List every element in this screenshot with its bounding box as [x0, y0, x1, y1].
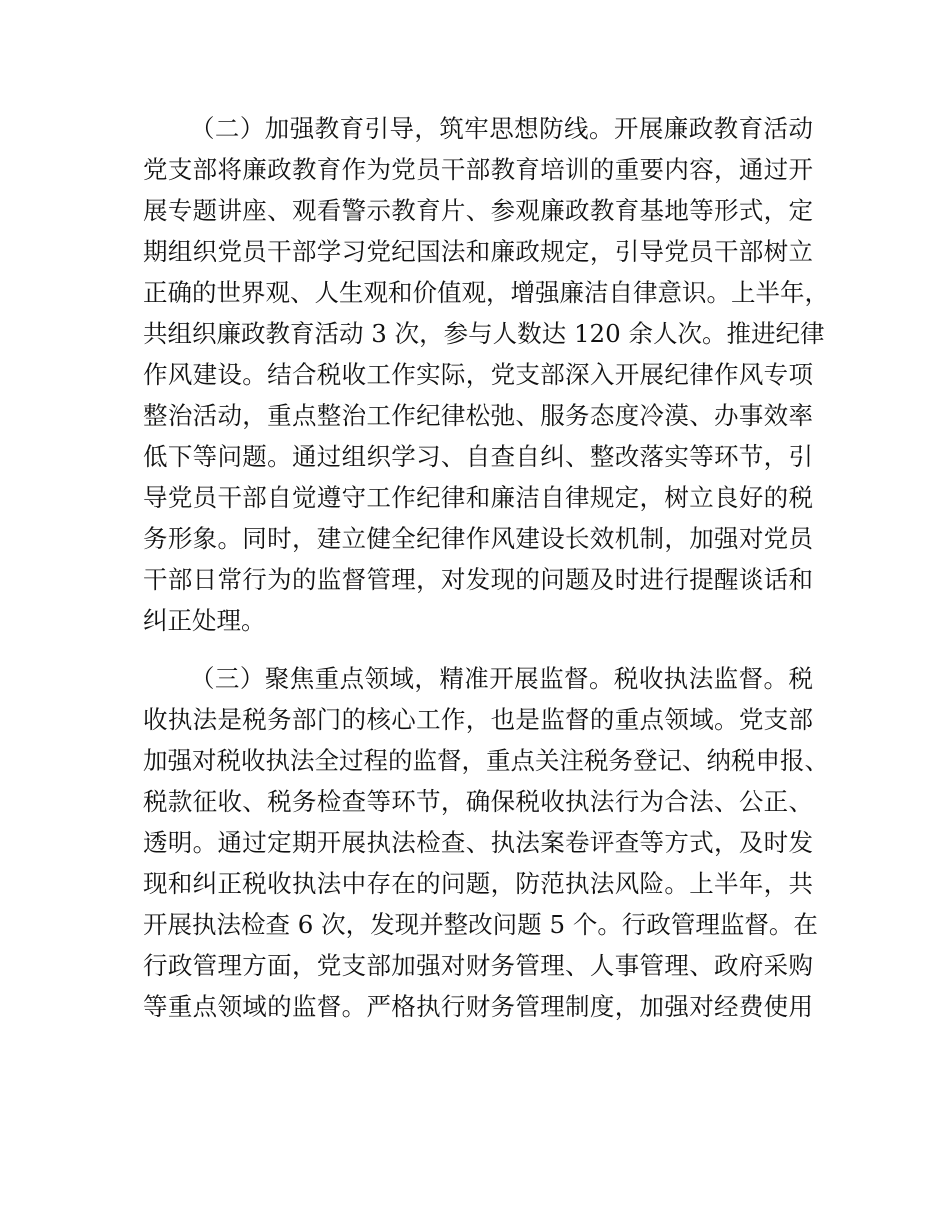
- text-line: 纠正处理。: [143, 606, 266, 635]
- text-line: 行政管理方面，党支部加强对财务管理、人事管理、政府采购: [143, 951, 813, 980]
- text-line: 共组织廉政教育活动 3 次，参与人数达 120 余人次。推进纪律: [143, 319, 825, 348]
- text-line: （三）聚焦重点领域，精准开展监督。税收执法监督。税: [190, 664, 813, 693]
- text-line: 展专题讲座、观看警示教育片、参观廉政教育基地等形式，定: [143, 196, 813, 225]
- text-line: 导党员干部自觉遵守工作纪律和廉洁自律规定，树立良好的税: [143, 483, 813, 512]
- text-line: （二）加强教育引导，筑牢思想防线。开展廉政教育活动: [190, 114, 813, 143]
- text-line: 党支部将廉政教育作为党员干部教育培训的重要内容，通过开: [143, 155, 813, 184]
- text-line: 整治活动，重点整治工作纪律松弛、服务态度冷漠、办事效率: [143, 401, 813, 430]
- text-line: 收执法是税务部门的核心工作，也是监督的重点领域。党支部: [143, 705, 813, 734]
- text-line: 干部日常行为的监督管理，对发现的问题及时进行提醒谈话和: [143, 565, 813, 594]
- text-line: 正确的世界观、人生观和价值观，增强廉洁自律意识。上半年，: [143, 278, 829, 307]
- text-line: 低下等问题。通过组织学习、自查自纠、整改落实等环节，引: [143, 442, 813, 471]
- text-line: 税款征收、税务检查等环节，确保税收执法行为合法、公正、: [143, 787, 813, 816]
- text-line: 开展执法检查 6 次，发现并整改问题 5 个。行政管理监督。在: [143, 910, 818, 939]
- text-line: 加强对税收执法全过程的监督，重点关注税务登记、纳税申报、: [143, 746, 829, 775]
- paragraph-spacer: [143, 641, 813, 658]
- text-line: 等重点领域的监督。严格执行财务管理制度，加强对经费使用: [143, 992, 813, 1021]
- text-line: 期组织党员干部学习党纪国法和廉政规定，引导党员干部树立: [143, 237, 813, 266]
- paragraph-supervision: [143, 658, 829, 1027]
- text-line: 作风建设。结合税收工作实际，党支部深入开展纪律作风专项: [143, 360, 813, 389]
- paragraph-education: [143, 108, 829, 641]
- text-line: 透明。通过定期开展执法检查、执法案卷评查等方式，及时发: [143, 828, 813, 857]
- text-line: 现和纠正税收执法中存在的问题，防范执法风险。上半年，共: [143, 869, 813, 898]
- text-line: 务形象。同时，建立健全纪律作风建设长效机制，加强对党员: [143, 524, 813, 553]
- document-body: [143, 108, 829, 1027]
